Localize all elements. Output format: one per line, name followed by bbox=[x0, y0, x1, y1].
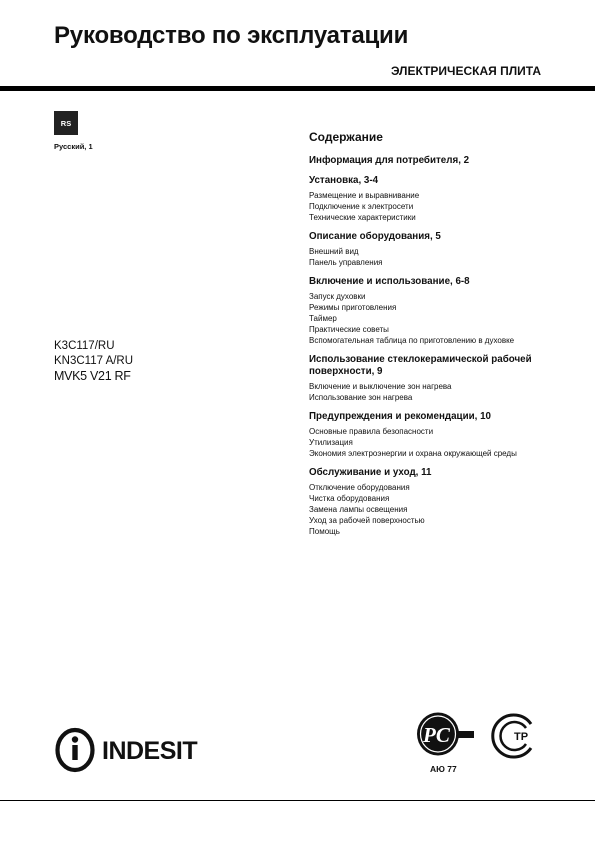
toc-item[interactable]: Основные правила безопасности bbox=[309, 427, 434, 436]
toc-item[interactable]: Размещение и выравнивание bbox=[309, 191, 420, 200]
model-number: KN3C117 A/RU bbox=[54, 355, 134, 367]
language-badge: RS bbox=[54, 111, 78, 135]
product-type: ЭЛЕКТРИЧЕСКАЯ ПЛИТА bbox=[390, 64, 541, 78]
model-number: MVK5 V21 RF bbox=[54, 369, 131, 383]
toc-section-title[interactable]: Использование стеклокерамической рабочей поверхности, 9 bbox=[309, 354, 532, 377]
toc-heading: Содержание bbox=[309, 130, 383, 144]
certification-code: АЮ 77 bbox=[430, 764, 457, 774]
toc-item[interactable]: Вспомогательная таблица по приготовлению в духовке bbox=[309, 336, 515, 345]
toc-section bbox=[309, 354, 549, 403]
language-link[interactable]: Русский, 1 bbox=[54, 142, 93, 151]
rst-mark-icon bbox=[417, 713, 474, 756]
toc-item[interactable]: Отключение оборудования bbox=[309, 483, 410, 492]
toc-item[interactable]: Экономия электроэнергии и охрана окружающей среды bbox=[309, 449, 517, 458]
model-number: K3C117/RU bbox=[54, 340, 115, 352]
indesit-logo bbox=[52, 726, 228, 783]
toc-item[interactable]: Включение и выключение зон нагрева bbox=[309, 382, 452, 391]
toc-section bbox=[309, 276, 549, 346]
toc-item[interactable]: Использование зон нагрева bbox=[309, 393, 413, 402]
table-of-contents bbox=[309, 130, 549, 545]
toc-section-title[interactable]: Описание оборудования, 5 bbox=[309, 231, 441, 242]
toc-item[interactable]: Панель управления bbox=[309, 258, 383, 267]
toc-section bbox=[309, 411, 549, 459]
toc-sections bbox=[309, 155, 549, 537]
toc-section bbox=[309, 467, 549, 537]
svg-text:PC: PC bbox=[423, 723, 450, 747]
toc-section-title[interactable]: Установка, 3-4 bbox=[309, 175, 379, 186]
toc-item[interactable]: Практические советы bbox=[309, 325, 389, 334]
model-list bbox=[54, 339, 133, 384]
toc-section bbox=[309, 155, 549, 167]
toc-item[interactable]: Технические характеристики bbox=[309, 213, 416, 222]
toc-item[interactable]: Таймер bbox=[309, 314, 337, 323]
footer-rule bbox=[0, 800, 595, 801]
toc-item[interactable]: Замена лампы освещения bbox=[309, 505, 408, 514]
eac-tr-mark-icon bbox=[493, 715, 531, 757]
page-title: Руководство по эксплуатации bbox=[54, 22, 409, 49]
certification-marks bbox=[414, 710, 544, 767]
toc-item[interactable]: Уход за рабочей поверхностью bbox=[309, 516, 425, 525]
toc-item[interactable]: Внешний вид bbox=[309, 247, 359, 256]
toc-item[interactable]: Чистка оборудования bbox=[309, 494, 390, 503]
toc-item[interactable]: Помощь bbox=[309, 527, 340, 536]
toc-section-title[interactable]: Обслуживание и уход, 11 bbox=[309, 467, 432, 478]
toc-section-title[interactable]: Включение и использование, 6-8 bbox=[309, 276, 470, 287]
toc-item[interactable]: Запуск духовки bbox=[309, 292, 366, 301]
toc-section bbox=[309, 175, 549, 223]
header-rule bbox=[0, 86, 595, 91]
svg-text:TP: TP bbox=[514, 731, 529, 743]
brand-wordmark: INDESIT bbox=[102, 737, 198, 765]
toc-item[interactable]: Подключение к электросети bbox=[309, 202, 414, 211]
toc-section bbox=[309, 231, 549, 268]
toc-section-title[interactable]: Информация для потребителя, 2 bbox=[309, 155, 470, 166]
toc-item[interactable]: Утилизация bbox=[309, 438, 353, 447]
toc-item[interactable]: Режимы приготовления bbox=[309, 303, 397, 312]
toc-section-title[interactable]: Предупреждения и рекомендации, 10 bbox=[309, 411, 491, 422]
